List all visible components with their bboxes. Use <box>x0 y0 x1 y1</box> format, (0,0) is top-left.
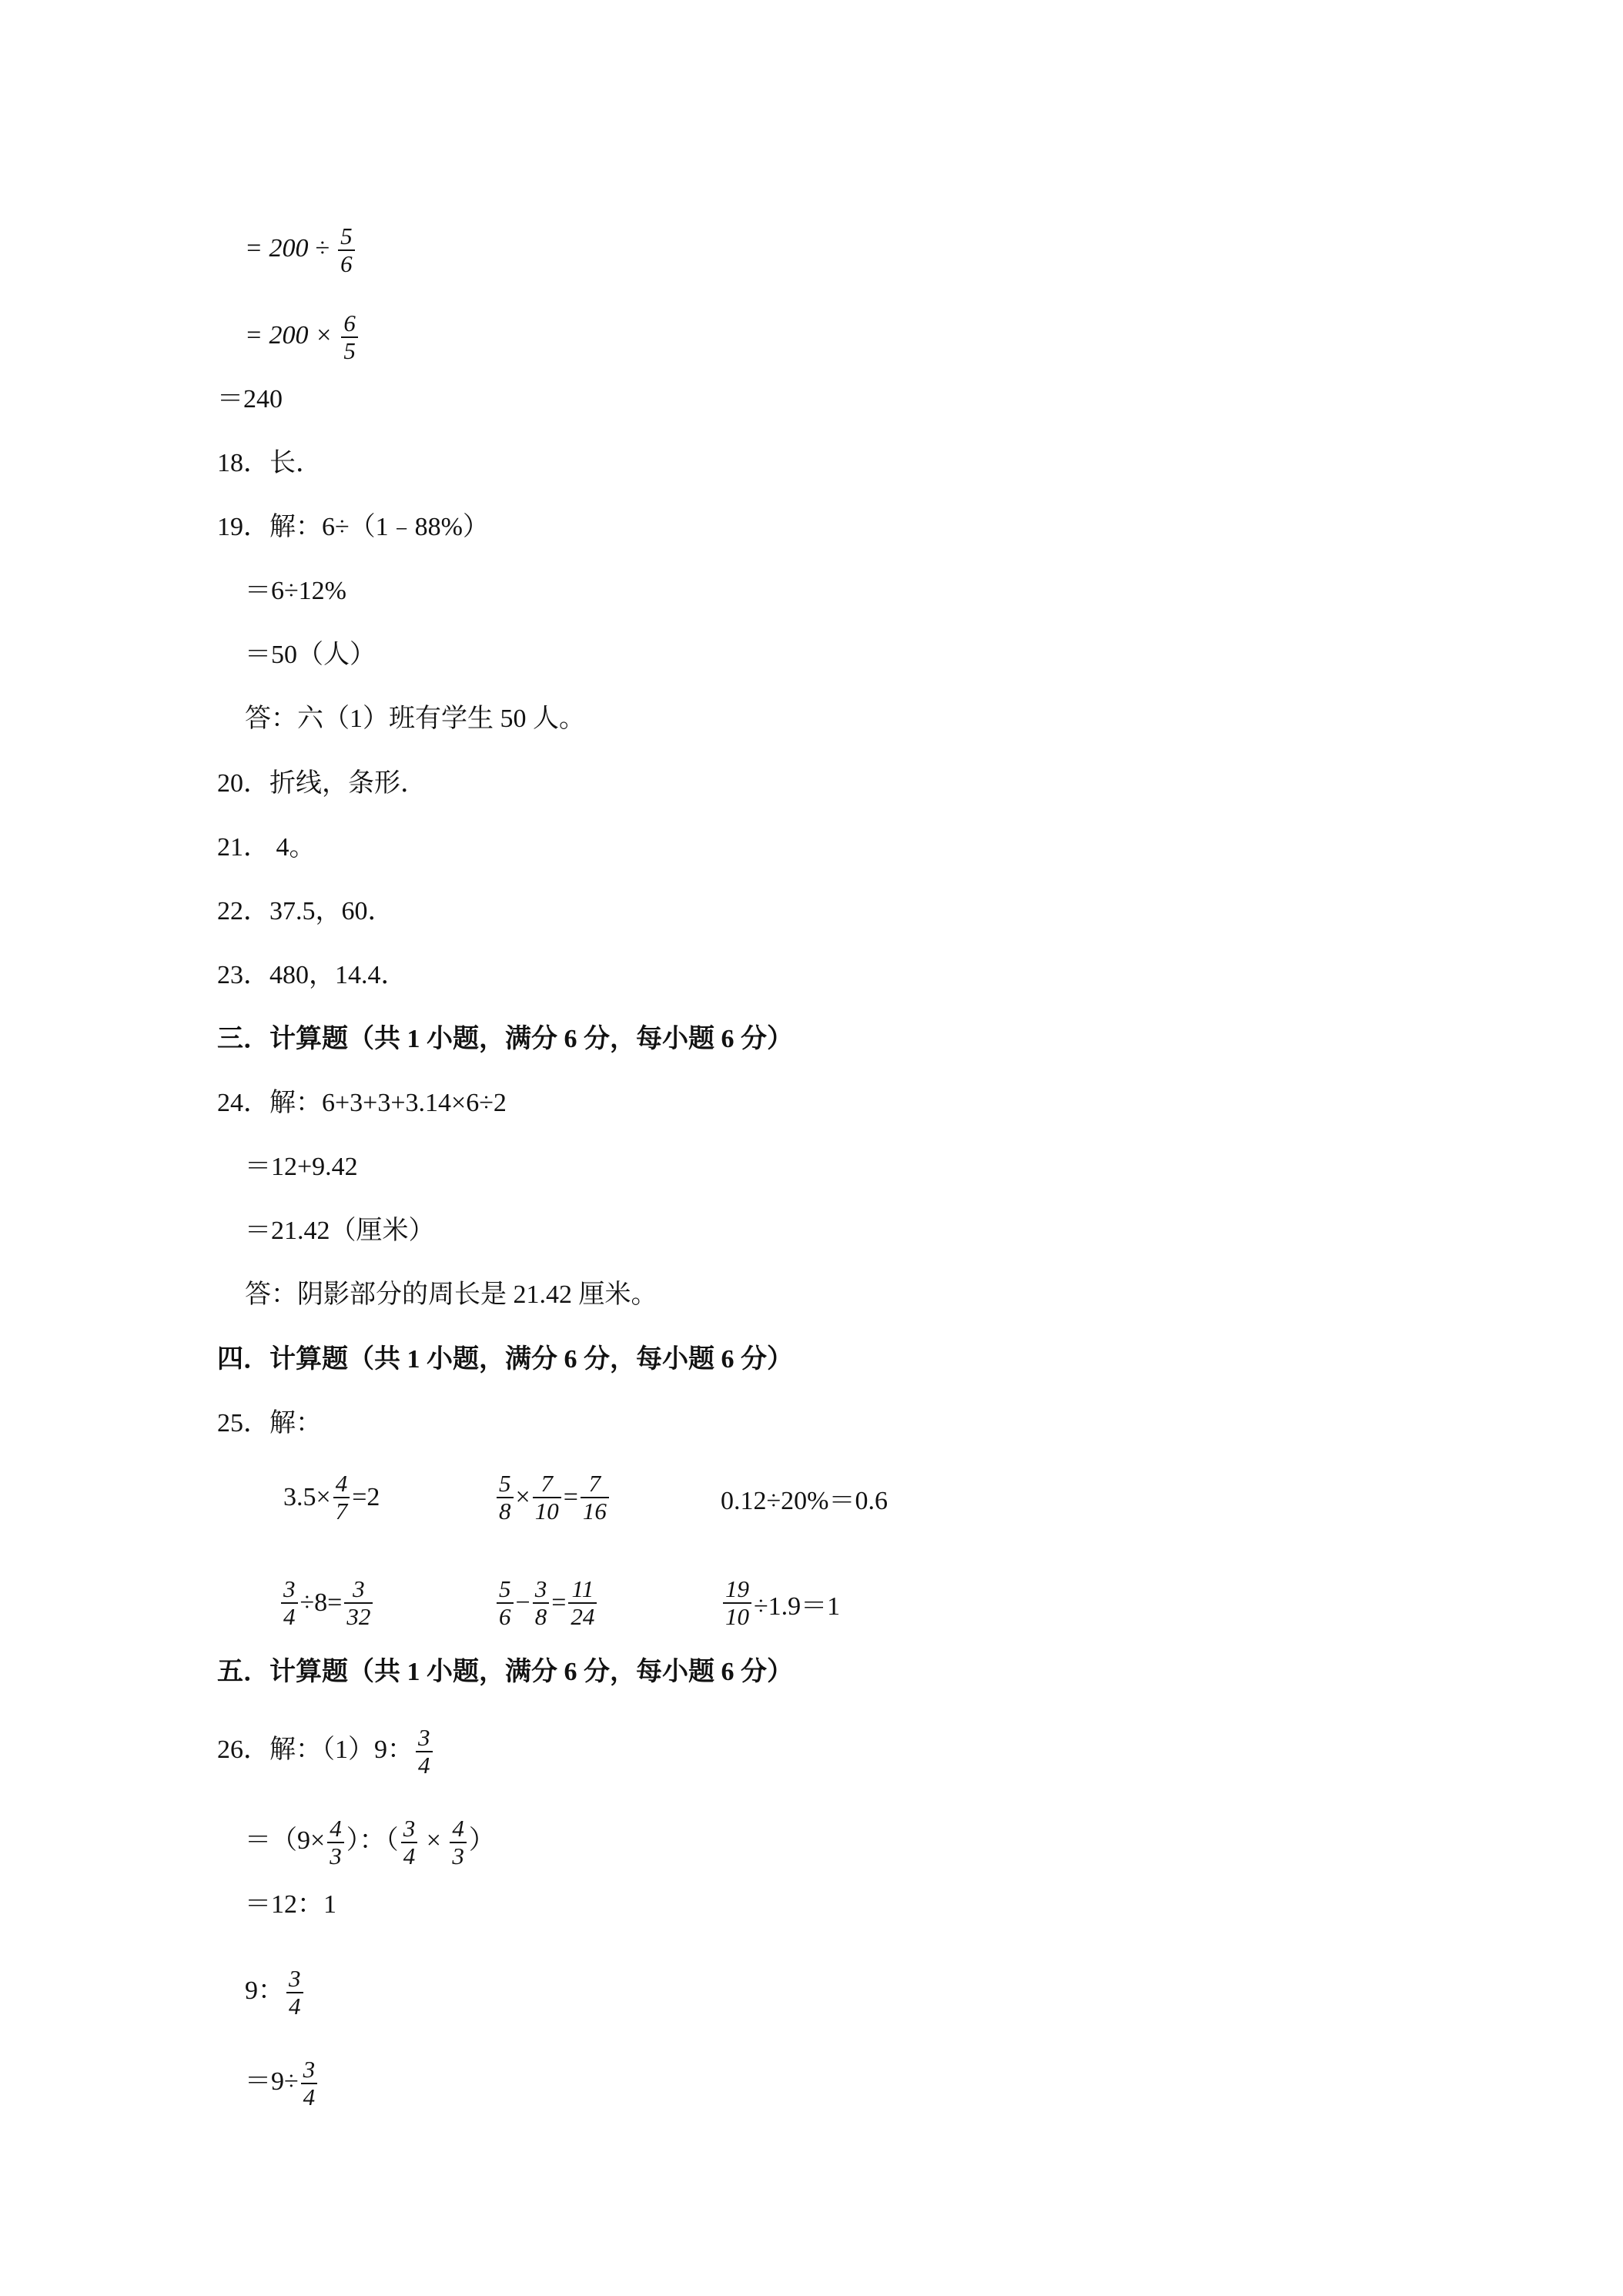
fraction: $\frac{3}{4}$ <box>301 2057 318 2110</box>
calc-item-5: $\frac{5}{6}$ − $\frac{3}{8}$ = $\frac{11}{24}$ <box>494 1572 599 1634</box>
fraction: $\frac{5}{8}$ <box>497 1471 514 1525</box>
q19-step-2: ＝50（人） <box>245 641 376 669</box>
calc-row-1 <box>0 1467 1623 1528</box>
section-3-heading: 三．计算题（共 1 小题，满分 6 分，每小题 6 分） <box>217 1025 793 1053</box>
calc-item-2: $\frac{5}{8}$ × $\frac{7}{10}$ = $\frac{7}{16}$ <box>494 1467 611 1528</box>
fraction: $\frac{11}{24}$ <box>568 1576 597 1630</box>
q20-answer: 20．折线，条形． <box>217 769 427 798</box>
q17-step-divide: = 200 ÷ $\frac{5}{6}$ <box>245 223 357 277</box>
section-4-heading: 四．计算题（共 1 小题，满分 6 分，每小题 6 分） <box>217 1345 793 1374</box>
q26-ratio: 9： $\frac{3}{4}$ <box>245 1966 306 2020</box>
q23-answer: 23．480，14.4． <box>217 961 407 989</box>
q26-step-1: ＝（9× $\frac{4}{3}$ ）：（ $\frac{3}{4}$ × $\frac{4}{3}$ ） <box>245 1815 495 1869</box>
calc-item-6: $\frac{19}{10}$ ÷1.9＝1 <box>721 1572 840 1634</box>
q21-answer: 21． 4。 <box>217 833 316 862</box>
fraction: $\frac{7}{16}$ <box>581 1471 609 1525</box>
q24-conclusion: 答：阴影部分的周长是 21.42 厘米。 <box>245 1280 658 1309</box>
fraction: $\frac{3}{4}$ <box>281 1576 298 1630</box>
fraction: $\frac{3}{8}$ <box>533 1576 550 1630</box>
fraction: $\frac{3}{4}$ <box>286 1966 303 2020</box>
q26-solution: 26．解：（1）9： $\frac{3}{4}$ <box>217 1725 435 1779</box>
q26-step-2: ＝12：1 <box>245 1890 336 1919</box>
q18-answer: 18．长． <box>217 449 322 477</box>
fraction: $\frac{3}{4}$ <box>416 1725 433 1779</box>
fraction: $\frac{7}{10}$ <box>533 1471 561 1525</box>
q17-step-multiply: = 200 × $\frac{6}{5}$ <box>245 310 360 364</box>
fraction: $\frac{4}{3}$ <box>450 1816 467 1869</box>
calc-item-4: $\frac{3}{4}$ ÷8= $\frac{3}{32}$ <box>279 1572 375 1634</box>
fraction: $\frac{3}{32}$ <box>344 1576 373 1630</box>
fraction: $\frac{3}{4}$ <box>401 1816 418 1869</box>
calc-item-1: 3.5× $\frac{4}{7}$ =2 <box>283 1470 380 1525</box>
q24-step-1: ＝12+9.42 <box>245 1153 358 1181</box>
section-5-heading: 五．计算题（共 1 小题，满分 6 分，每小题 6 分） <box>217 1658 793 1686</box>
fraction: $\frac{5}{6}$ <box>497 1576 514 1630</box>
q17-result: ＝240 <box>217 385 283 413</box>
q19-solution: 19．解：6÷（1﹣88%） <box>217 513 489 541</box>
fraction: $\frac{4}{3}$ <box>327 1816 344 1869</box>
q24-step-2: ＝21.42（厘米） <box>245 1217 435 1245</box>
q19-conclusion: 答：六（1）班有学生 50 人。 <box>245 705 585 733</box>
fraction: $\frac{4}{7}$ <box>333 1471 350 1525</box>
fraction: $\frac{6}{5}$ <box>341 310 358 364</box>
q22-answer: 22．37.5，60． <box>217 897 394 925</box>
fraction: $\frac{5}{6}$ <box>338 223 355 277</box>
fraction: $\frac{19}{10}$ <box>723 1576 751 1630</box>
q24-solution: 24．解：6+3+3+3.14×6÷2 <box>217 1089 507 1117</box>
q26-step-3: ＝9÷ $\frac{3}{4}$ <box>245 2057 320 2110</box>
q19-step-1: ＝6÷12% <box>245 577 346 605</box>
calc-item-3: 0.12÷20%＝0.6 <box>721 1486 888 1515</box>
q25-solution: 25．解： <box>217 1409 322 1438</box>
calc-row-2 <box>0 1572 1623 1634</box>
